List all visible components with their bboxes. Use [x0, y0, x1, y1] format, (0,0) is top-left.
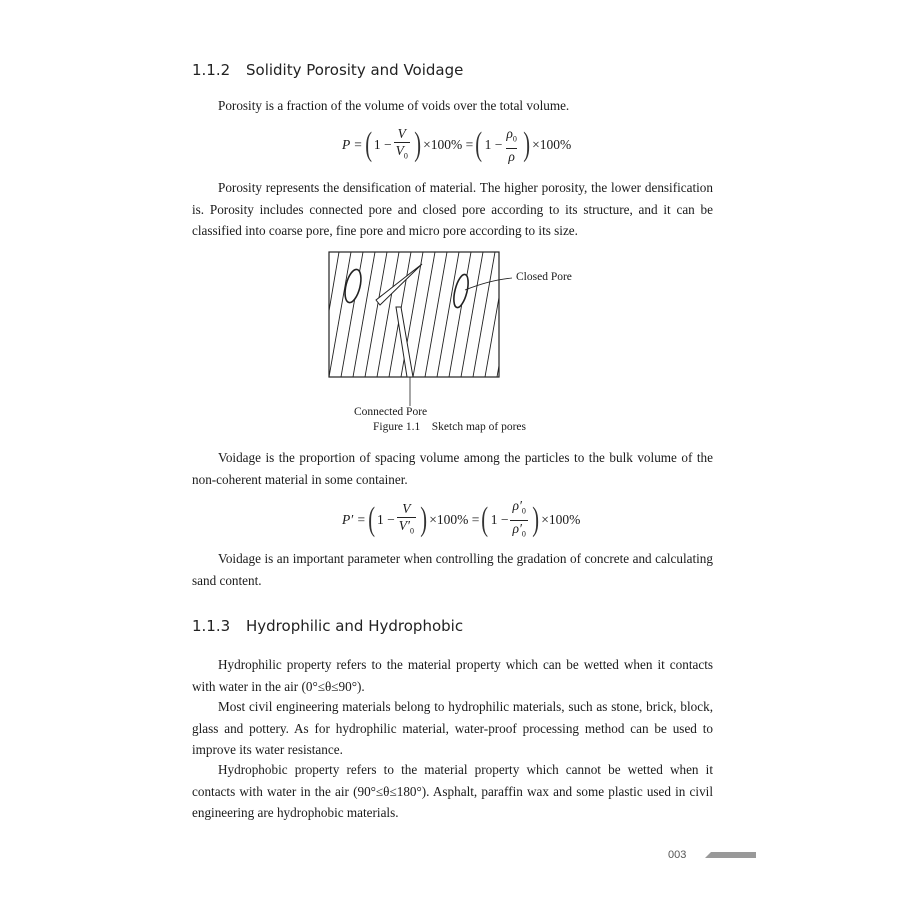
- section-title: Hydrophilic and Hydrophobic: [246, 617, 464, 635]
- eq2-frac2-num-sub: 0: [521, 506, 526, 516]
- eq1-one: 1 −: [373, 137, 392, 153]
- eq2-frac1-sub: 0: [409, 526, 414, 536]
- eq2-frac1-num: V: [402, 500, 411, 516]
- page-number-bar: [705, 852, 756, 858]
- label-connected-pore: Connected Pore: [354, 406, 428, 418]
- eq1-frac2-sub: 0: [512, 134, 517, 144]
- connected-pore-channel: [396, 307, 413, 377]
- eq2-times: ×100% =: [429, 512, 480, 528]
- eq1-frac1-sub: 0: [403, 151, 408, 161]
- section-number: 1.1.2: [192, 61, 231, 79]
- paragraph-hydrophobic: Hydrophobic property refers to the material property which cannot be wetted when it contacts with water in the air (90°≤θ≤180°). Asphalt, paraffin wax and some plastic used in civil engineering are hydrophobic materials.: [192, 762, 713, 820]
- eq1-tail: ×100%: [532, 137, 572, 153]
- eq2-lhs: P′ =: [342, 512, 366, 528]
- paragraph-civil-materials: Most civil engineering materials belong to hydrophilic materials, such as stone, brick, block, glass and pottery. As for hydrophilic material, water-proof processing method can be used to improve its water resistance.: [192, 699, 713, 757]
- eq1-frac2-den: ρ: [508, 148, 515, 164]
- label-closed-pore: Closed Pore: [516, 271, 572, 283]
- paragraph-porosity-definition: Porosity is a fraction of the volume of voids over the total volume.: [218, 98, 570, 113]
- eq1-one-b: 1 −: [484, 137, 503, 153]
- eq1-frac1-den: V: [395, 143, 404, 158]
- figure-caption: Figure 1.1 Sketch map of pores: [373, 421, 526, 433]
- section-number: 1.1.3: [192, 617, 231, 635]
- paragraph-hydrophilic: Hydrophilic property refers to the material property which can be wetted when it contacts with water in the air (0°≤θ≤90°).: [192, 657, 713, 694]
- eq2-one: 1 −: [377, 512, 395, 528]
- equation-voidage: P′ = ( 1 − $\frac{V}{V'_0}$ ) ×100% = ( 1 − $\frac{\rho'_0}{\rho'_0}$ ) ×100%: [342, 498, 580, 542]
- section-title: Solidity Porosity and Voidage: [246, 61, 464, 79]
- paragraph-porosity-description: Porosity represents the densification of material. The higher porosity, the lower densification is. Porosity includes connected pore and closed pore according to its structure, and it can be classified into coarse pore, fine pore and micro pore according to its size.: [192, 180, 713, 238]
- eq2-frac2-num: ρ′: [512, 498, 522, 513]
- eq2-tail: ×100%: [541, 512, 581, 528]
- eq2-frac1-den: V′: [398, 517, 410, 533]
- eq1-lhs: P =: [342, 137, 363, 153]
- eq2-frac2-den-sub: 0: [521, 529, 526, 539]
- equation-porosity: P = ( 1 − $\frac{V}{V_0}$ ) ×100% = ( 1 − $\frac{\rho_0}{\rho}$ ) ×100%: [342, 126, 572, 164]
- eq2-frac2-den: ρ′: [512, 520, 522, 536]
- section-heading-1-1-3: [192, 617, 463, 635]
- eq2-one-b: 1 −: [490, 512, 509, 528]
- eq1-frac2-num: ρ: [506, 126, 513, 141]
- eq1-times: ×100% =: [423, 137, 474, 153]
- closed-pore-left: [342, 268, 364, 304]
- page-number: 003: [668, 849, 687, 861]
- eq1-frac1-num: V: [397, 126, 406, 141]
- paragraph-voidage-use: Voidage is an important parameter when controlling the gradation of concrete and calculating sand content.: [192, 551, 713, 588]
- paragraph-voidage-definition: Voidage is the proportion of spacing volume among the particles to the bulk volume of the non-coherent material in some container.: [192, 450, 713, 487]
